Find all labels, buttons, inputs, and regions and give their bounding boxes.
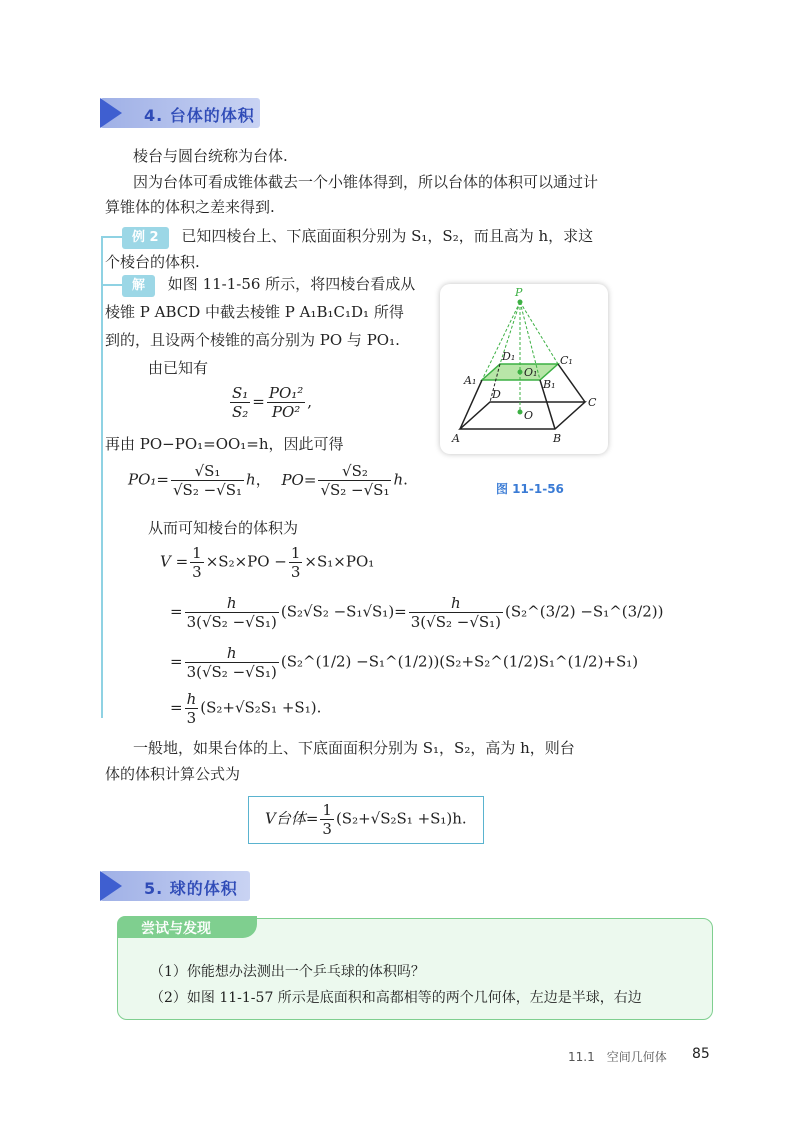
explore-q1: （1）你能想办法测出一个乒乓球的体积吗？	[150, 964, 425, 980]
footer-chapter: 11.1 空间几何体	[568, 1050, 667, 1064]
section-4-header	[100, 98, 270, 128]
label-D: D	[492, 388, 501, 401]
solution-rule	[101, 238, 103, 718]
solution-tick	[101, 284, 123, 286]
figure-11-1-56	[440, 284, 608, 454]
example-rule	[101, 236, 123, 238]
label-P: P	[515, 286, 523, 299]
frustum-diagram	[440, 284, 608, 454]
label-O1: O₁	[524, 366, 538, 379]
example-line2: 个棱台的体积.	[105, 253, 200, 271]
section-4-title: 4. 台体的体积	[144, 106, 255, 125]
solution-line2: 棱锥 P ABCD 中截去棱锥 P A₁B₁C₁D₁ 所得	[105, 303, 404, 321]
frustum-formula-box	[248, 796, 484, 844]
example-badge: 例 2	[122, 227, 169, 249]
solution-badge: 解	[122, 275, 155, 297]
general-line2: 体的体积计算公式为	[105, 765, 241, 783]
explore-tab-label: 尝试与发现	[141, 921, 211, 937]
volume-eq2: = $\frac{h}{\text{3(√S₂ −√S₁)}}$ (S₂√S₂ −S₁√S₁)= $\frac{h}{\text{3(√S₂ −√S₁)}}$ (S₂^(3/2) −S₁^(3/2))	[170, 594, 664, 631]
volume-eq1: V = $\frac{1}{3}$ ×S₂×PO − $\frac{1}{3}$ ×S₁×PO₁	[160, 544, 375, 581]
solution-then: 再由 PO−PO₁=OO₁=h，因此可得	[105, 435, 344, 453]
label-A: A	[452, 432, 460, 445]
explore-q2: （2）如图 11-1-57 所示是底面积和高都相等的两个几何体，左边是半球，右边	[150, 990, 642, 1006]
o-point	[518, 410, 523, 415]
ratio-equation: $\frac{\text{S₁}}{\text{S₂}}$ = $\frac{\text{PO₁²}}{\text{PO²}}$ ,	[232, 384, 313, 421]
label-A1: A₁	[464, 374, 477, 387]
example-line1	[122, 226, 593, 249]
section-5-header	[100, 871, 260, 901]
volume-intro: 从而可知棱台的体积为	[148, 519, 299, 537]
intro-p1: 棱台与圆台统称为台体.	[133, 147, 288, 165]
section-arrow-icon	[100, 98, 122, 128]
label-C1: C₁	[560, 354, 573, 367]
solution-text1: 如图 11-1-56 所示，将四棱台看成从	[167, 275, 416, 293]
po-equations: PO₁= $\frac{\text{√S₁}}{\text{√S₂ −√S₁}}$ h， PO= $\frac{\text{√S₂}}{\text{√S₂ −√S₁}}$ h.	[128, 462, 408, 499]
section-arrow-icon	[100, 871, 122, 901]
solution-known: 由已知有	[148, 359, 209, 377]
label-O: O	[524, 409, 534, 422]
apex-point	[518, 300, 523, 305]
label-B1: B₁	[543, 378, 556, 391]
intro-p2a: 因为台体可看成锥体截去一个小锥体得到，所以台体的体积可以通过计	[133, 173, 599, 191]
ratio-rhs: $\frac{\text{PO₁²}}{\text{PO²}}$	[268, 384, 304, 421]
solution-line1	[122, 274, 415, 297]
section-5-title: 5. 球的体积	[144, 879, 238, 898]
label-B: B	[553, 432, 562, 445]
volume-eq3: = $\frac{h}{\text{3(√S₂ −√S₁)}}$ (S₂^(1/2) −S₁^(1/2))(S₂+S₂^(1/2)S₁^(1/2)+S₁)	[170, 644, 639, 681]
figure-caption: 图 11-1-56	[496, 482, 564, 496]
label-D1: D₁	[502, 350, 516, 363]
explore-tab	[117, 916, 257, 938]
bottom-base	[460, 402, 585, 429]
page-number: 85	[692, 1046, 710, 1062]
o1-point	[518, 370, 523, 375]
ratio-lhs: $\frac{\text{S₁}}{\text{S₂}}$	[232, 384, 249, 421]
volume-eq4: = $\frac{h}{3}$ (S₂+√S₂S₁ +S₁).	[170, 690, 322, 727]
example-text1: 已知四棱台上、下底面面积分别为 S₁，S₂，而且高为 h，求这	[181, 227, 594, 245]
intro-p2b: 算锥体的体积之差来得到.	[105, 198, 275, 216]
solution-line3: 到的，且设两个棱锥的高分别为 PO 与 PO₁.	[105, 331, 400, 349]
frustum-formula: V台体= $\frac{1}{3}$ (S₂+√S₂S₁ +S₁)h.	[265, 801, 467, 838]
general-line1: 一般地，如果台体的上、下底面面积分别为 S₁，S₂，高为 h，则台	[133, 739, 575, 757]
label-C: C	[588, 396, 597, 409]
